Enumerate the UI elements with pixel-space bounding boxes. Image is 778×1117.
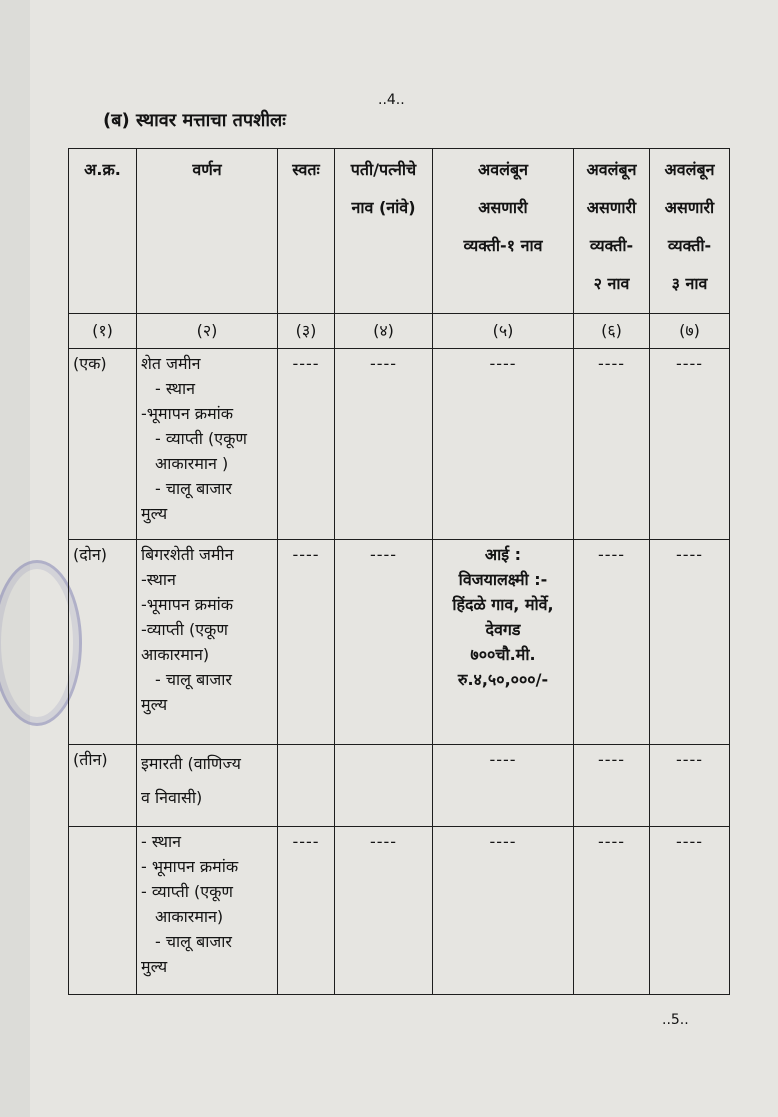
row-dependent-3: ---- xyxy=(650,745,730,827)
table-row xyxy=(69,349,730,540)
row-description: - स्थान - भूमापन क्रमांक - व्याप्ती (एकूण आकारमान) - चालू बाजार मुल्य xyxy=(137,827,278,995)
column-number: (४) xyxy=(335,314,433,349)
row-dependent-1: ---- xyxy=(433,827,574,995)
row-self: ---- xyxy=(278,349,335,540)
row-dependent-2: ---- xyxy=(574,827,650,995)
table-row xyxy=(69,540,730,745)
row-dependent-2: ---- xyxy=(574,540,650,745)
table-row xyxy=(69,745,730,827)
row-spouse xyxy=(335,745,433,827)
section-title: (ब) स्थावर मत्ताचा तपशीलः xyxy=(103,110,286,131)
header-self: स्वतः xyxy=(278,149,335,314)
row-spouse: ---- xyxy=(335,349,433,540)
column-number: (२) xyxy=(137,314,278,349)
row-dependent-3: ---- xyxy=(650,827,730,995)
column-number: (१) xyxy=(69,314,137,349)
header-dependent-3: अवलंबून असणारी व्यक्ती- ३ नाव xyxy=(650,149,730,314)
row-sr: (तीन) xyxy=(69,745,137,827)
row-spouse: ---- xyxy=(335,540,433,745)
header-dependent-1: अवलंबून असणारी व्यक्ती-१ नाव xyxy=(433,149,574,314)
row-dependent-2: ---- xyxy=(574,349,650,540)
row-description: शेत जमीन - स्थान -भूमापन क्रमांक - व्याप्ती (एकूण आकारमान ) - चालू बाजार मुल्य xyxy=(137,349,278,540)
page-number-bottom: ..5.. xyxy=(662,1012,689,1028)
row-self xyxy=(278,745,335,827)
header-sr: अ.क्र. xyxy=(69,149,137,314)
row-sr xyxy=(69,827,137,995)
row-spouse: ---- xyxy=(335,827,433,995)
header-description: वर्णन xyxy=(137,149,278,314)
row-dependent-1: आई : विजयालक्ष्मी :- हिंदळे गाव, मोर्वे, देवगड ७००चौ.मी. रु.४,५०,०००/- xyxy=(433,540,574,745)
page-number-top: ..4.. xyxy=(378,92,405,108)
row-dependent-3: ---- xyxy=(650,540,730,745)
column-number: (६) xyxy=(574,314,650,349)
row-sr: (एक) xyxy=(69,349,137,540)
row-dependent-2: ---- xyxy=(574,745,650,827)
row-description: इमारती (वाणिज्य व निवासी) xyxy=(137,745,278,827)
row-self: ---- xyxy=(278,540,335,745)
row-sr: (दोन) xyxy=(69,540,137,745)
row-description: बिगरशेती जमीन -स्थान -भूमापन क्रमांक -व्याप्ती (एकूण आकारमान) - चालू बाजार मुल्य xyxy=(137,540,278,745)
column-number: (५) xyxy=(433,314,574,349)
table-header-row xyxy=(69,149,730,314)
immovable-assets-table xyxy=(68,148,730,995)
row-dependent-3: ---- xyxy=(650,349,730,540)
header-dependent-2: अवलंबून असणारी व्यक्ती- २ नाव xyxy=(574,149,650,314)
column-number-row xyxy=(69,314,730,349)
table-row xyxy=(69,827,730,995)
header-spouse: पती/पत्नीचे नाव (नांवे) xyxy=(335,149,433,314)
column-number: (३) xyxy=(278,314,335,349)
column-number: (७) xyxy=(650,314,730,349)
row-dependent-1: ---- xyxy=(433,745,574,827)
row-dependent-1: ---- xyxy=(433,349,574,540)
row-self: ---- xyxy=(278,827,335,995)
